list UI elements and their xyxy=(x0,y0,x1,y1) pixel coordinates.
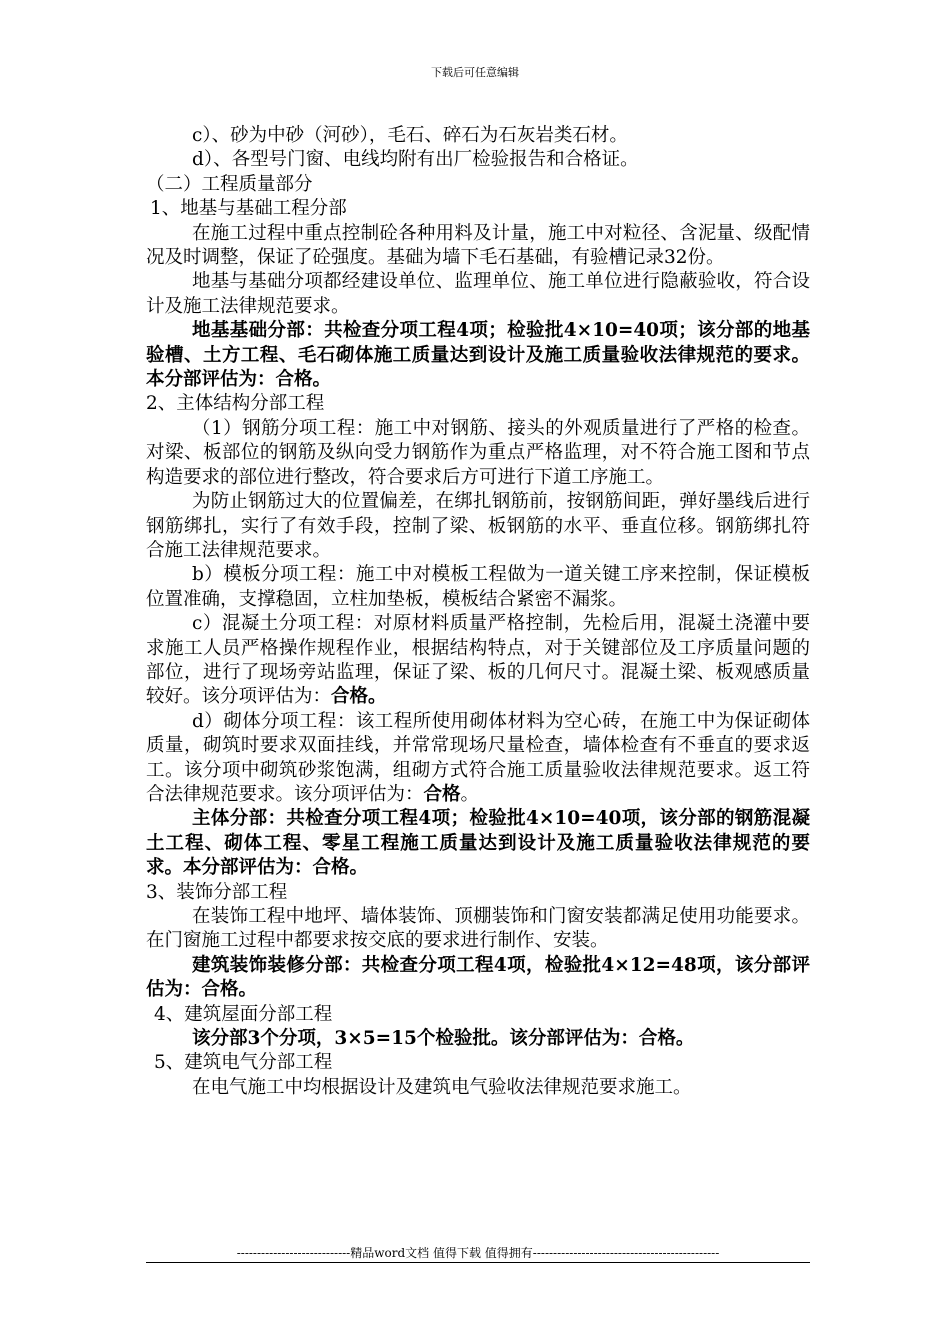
paragraph: 在装饰工程中地坪、墙体装饰、顶棚装饰和门窗安装都满足使用功能要求。在门窗施工过程中都要求按交底的要求进行制作、安装。 xyxy=(146,906,810,952)
paragraph: 地基与基础分项都经建设单位、监理单位、施工单位进行隐蔽验收，符合设计及施工法律规范要求。 xyxy=(146,271,810,317)
section-heading: （二）工程质量部分 xyxy=(146,173,313,195)
subsection-heading: 4、建筑屋面分部工程 xyxy=(154,1003,333,1025)
paragraph-text: d）砌体分项工程：该工程所使用砌体材料为空心砖，在施工中为保证砌体质量，砌筑时要求双面挂线，并常常现场尺量检查，墙体检查有不垂直的要求返工。该分项中砌筑砂浆饱满，组砌方式符合施工质量验收法律规范要求。返工符合法律规范要求。该分项评估为： xyxy=(146,710,810,805)
paragraph: 在电气施工中均根据设计及建筑电气验收法律规范要求施工。 xyxy=(192,1076,692,1098)
page-header: 下载后可任意编辑 xyxy=(431,66,519,79)
subsection-heading: 5、建筑电气分部工程 xyxy=(154,1052,333,1074)
paragraph: c）、砂为中砂（河砂），毛石、碎石为石灰岩类石材。 xyxy=(192,125,628,146)
paragraph xyxy=(146,710,810,808)
subsection-heading: 3、装饰分部工程 xyxy=(146,881,288,903)
paragraph-text: c）混凝土分项工程：对原材料质量严格控制，先检后用，混凝土浇灌中要求施工人员严格操作规程作业，根据结构特点，对于关键部位及工序质量问题的部位，进行了现场旁站监理，保证了梁、板的几何尺寸。混凝土梁、板观感质量较好。该分项评估为： xyxy=(146,613,810,708)
page-footer: ----------------------------精品word文档 值得下载 值得拥有---------------------------------------------- xyxy=(236,1246,720,1260)
subsection-heading: 2、主体结构分部工程 xyxy=(146,393,325,415)
paragraph-end: 。 xyxy=(460,783,480,805)
paragraph: 为防止钢筋过大的位置偏差，在绑扎钢筋前，按钢筋间距，弹好墨线后进行钢筋绑扎，实行了有效手段，控制了梁、板钢筋的水平、垂直位移。钢筋绑扎符合施工法律规范要求。 xyxy=(146,491,810,561)
subsection-heading: 1、地基与基础工程分部 xyxy=(150,198,347,220)
summary-paragraph: 建筑装饰装修分部：共检查分项工程4项，检验批4×12=48项，该分部评估为：合格。 xyxy=(146,954,810,1001)
footer-rule xyxy=(146,1262,810,1263)
summary-paragraph: 地基基础分部：共检查分项工程4项；检验批4×10=40项；该分部的地基验槽、土方工程、毛石砌体施工质量达到设计及施工质量验收法律规范的要求。本分部评估为：合格。 xyxy=(146,320,810,391)
summary-paragraph: 主体分部：共检查分项工程4项；检验批4×10=40项，该分部的钢筋混凝土工程、砌体工程、零星工程施工质量达到设计及施工质量验收法律规范的要求。本分部评估为：合格。 xyxy=(146,808,810,879)
paragraph: b）模板分项工程：施工中对模板工程做为一道关键工序来控制，保证模板位置准确，支撑稳固，立柱加垫板，模板结合紧密不漏浆。 xyxy=(146,564,810,610)
paragraph xyxy=(146,612,810,710)
summary-paragraph: 该分部3个分项，3×5=15个检验批。该分部评估为：合格。 xyxy=(192,1028,695,1050)
paragraph: 在施工过程中重点控制砼各种用料及计量，施工中对粒径、含泥量、级配情况及时调整，保证了砼强度。基础为墙下毛石基础，有验槽记录32份。 xyxy=(146,222,810,269)
result-text: 合格。 xyxy=(331,686,387,708)
paragraph: （1）钢筋分项工程：施工中对钢筋、接头的外观质量进行了严格的检查。对梁、板部位的钢筋及纵向受力钢筋作为重点严格监理，对不符合施工图和节点构造要求的部位进行整改，符合要求后方可进行下道工序施工。 xyxy=(146,417,810,488)
document-body xyxy=(146,124,810,1100)
paragraph: d）、各型号门窗、电线均附有出厂检验报告和合格证。 xyxy=(192,149,639,171)
result-text: 合格 xyxy=(423,783,461,805)
